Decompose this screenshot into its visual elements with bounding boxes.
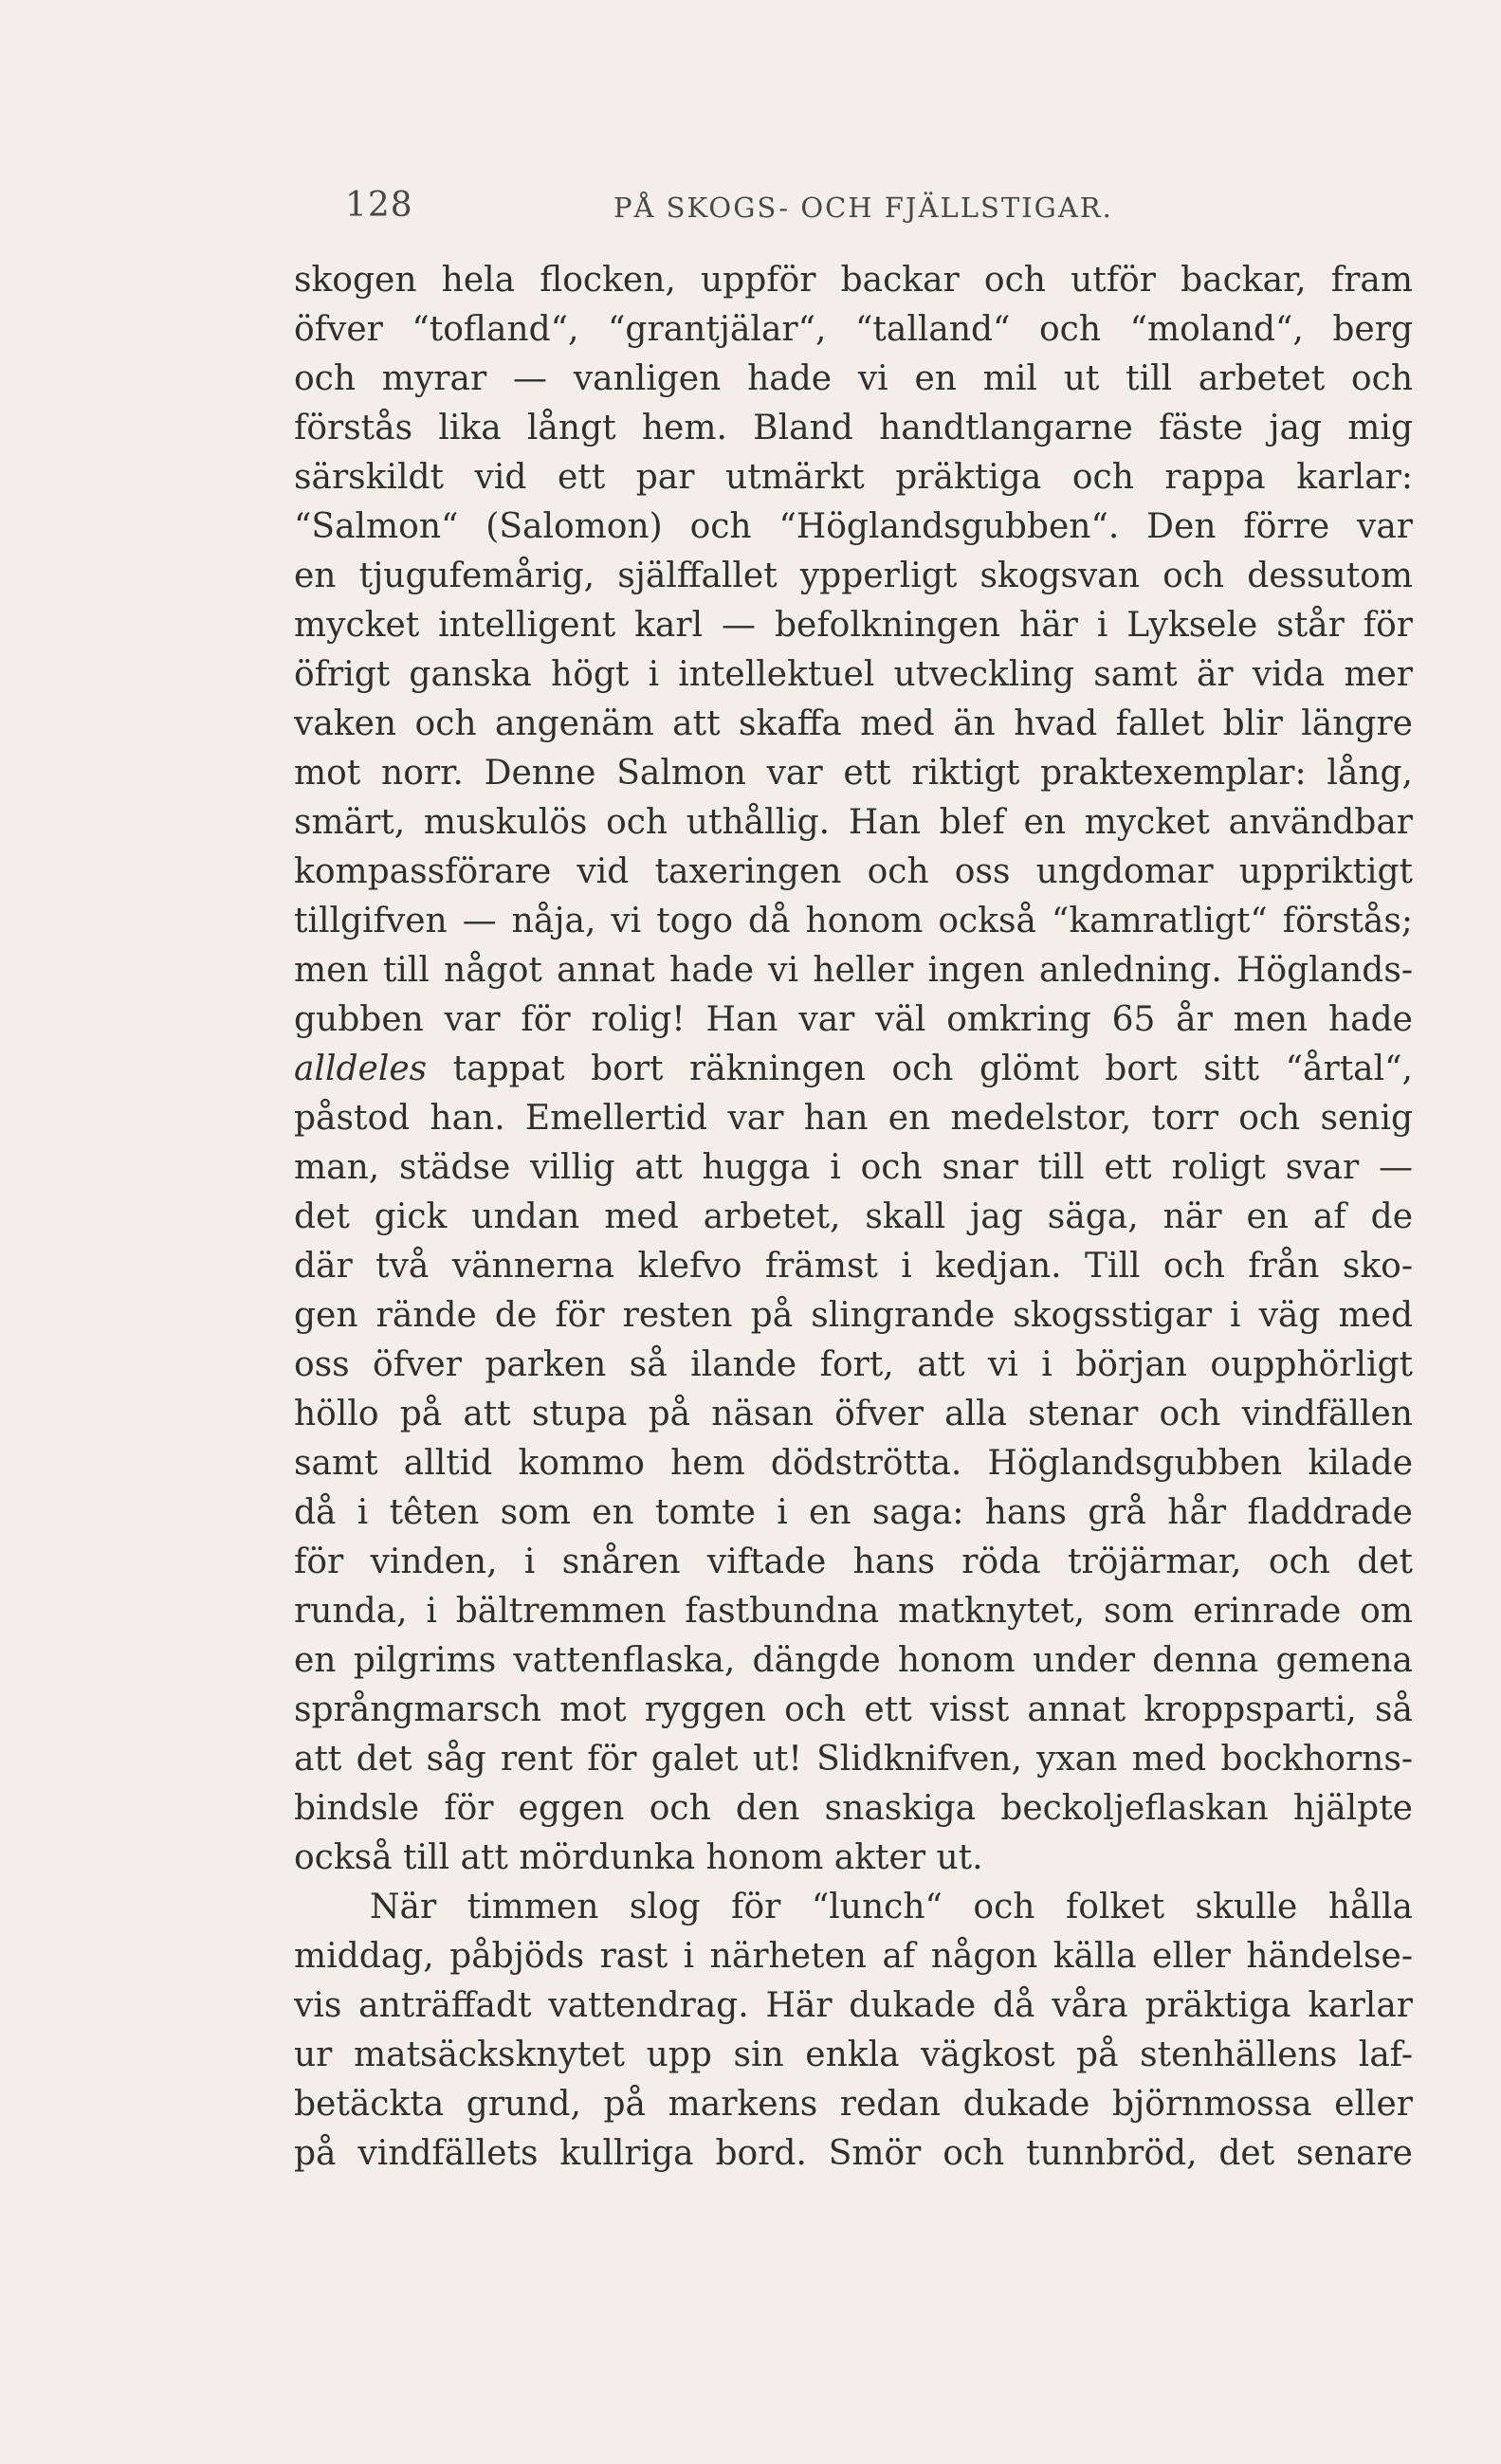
text-line: vaken och angenäm att skaffa med än hvad fallet blir längre [294,704,1413,743]
text-line: bindsle för eggen och den snaskiga beckoljeflaskan hjälpte [294,1789,1413,1828]
text-line: särskildt vid ett par utmärkt präktiga och rappa karlar: [294,458,1413,497]
text-line: gen rände de för resten på slingrande skogsstigar i väg med [294,1296,1413,1335]
text-line: man, städse villig att hugga i och snar till ett roligt svar — [294,1148,1413,1187]
body-text [294,256,1413,2179]
running-title: PÅ SKOGS- OCH FJÄLLSTIGAR. [613,192,1113,224]
text-line: att det såg rent för galet ut! Slidknifven, yxan med bockhorns- [294,1740,1413,1779]
text-line: påstod han. Emellertid var han en medelstor, torr och senig [294,1099,1413,1138]
text-line: mycket intelligent karl — befolkningen här i Lyksele står för [294,606,1413,645]
italic-word: alldeles [294,1049,428,1088]
text-line: men till något annat hade vi heller ingen anledning. Höglands- [294,951,1413,990]
text-line: öfver “tofland“, “grantjälar“, “talland“ och “moland“, berg [294,310,1413,349]
text-line: på vindfällets kullriga bord. Smör och tunnbröd, det senare [294,2134,1413,2173]
text-line: När timmen slog för “lunch“ och folket skulle hålla [370,1888,1413,1926]
text-line: tillgifven — nåja, vi togo då honom också “kamratligt“ förstås; [294,902,1413,940]
text-line: ur matsäcksknytet upp sin enkla vägkost på stenhällens laf- [294,2035,1413,2074]
text-line: det gick undan med arbetet, skall jag säga, när en af de [294,1197,1413,1236]
text-line: förstås lika långt hem. Bland handtlangarne fäste jag mig [294,409,1413,447]
text-line: gubben var för rolig! Han var väl omkring 65 år men hade [294,1000,1413,1039]
text-line: höllo på att stupa på näsan öfver alla stenar och vindfällen [294,1395,1413,1433]
text-line: vis anträffadt vattendrag. Här dukade då våra präktiga karlar [294,1986,1413,2025]
text-line: kompassförare vid taxeringen och oss ungdomar uppriktigt [294,852,1413,891]
text-line: där två vännerna klefvo främst i kedjan. Till och från sko- [294,1247,1413,1286]
text-line: oss öfver parken så ilande fort, att vi i början oupphörligt [294,1345,1413,1384]
text-line: också till att mördunka honom akter ut. [294,1838,983,1877]
page-header [345,186,1417,233]
page-number: 128 [345,186,413,225]
text-line: smärt, muskulös och uthållig. Han blef en mycket användbar [294,803,1413,842]
text-line: en pilgrims vattenflaska, dängde honom under denna gemena [294,1641,1413,1680]
text-line: och myrar — vanligen hade vi en mil ut till arbetet och [294,359,1413,398]
text-line: mot norr. Denne Salmon var ett riktigt praktexemplar: lång, [294,754,1413,793]
text-line: språngmarsch mot ryggen och ett visst annat kroppsparti, så [294,1690,1413,1729]
text-line: samt alltid kommo hem dödströtta. Höglandsgubben kilade [294,1444,1413,1483]
text-line: alldeles tappat bort räkningen och glömt bort sitt “årtal“, [294,1049,1413,1088]
text-line: en tjugufemårig, själffallet ypperligt skogsvan och dessutom [294,557,1413,595]
text-line: för vinden, i snåren viftade hans röda tröjärmar, och det [294,1542,1413,1581]
text-line: då i têten som en tomte i en saga: hans grå hår fladdrade [294,1493,1413,1532]
text-line: “Salmon“ (Salomon) och “Höglandsgubben“. Den förre var [294,507,1413,546]
text-line: runda, i bältremmen fastbundna matknytet, som erinrade om [294,1592,1413,1631]
text-line: skogen hela flocken, uppför backar och utför backar, fram [294,261,1413,300]
text-line: betäckta grund, på markens redan dukade björnmossa eller [294,2085,1413,2124]
text-line: öfrigt ganska högt i intellektuel utveckling samt är vida mer [294,655,1413,694]
text-line: middag, påbjöds rast i närheten af någon källa eller händelse- [294,1937,1413,1976]
